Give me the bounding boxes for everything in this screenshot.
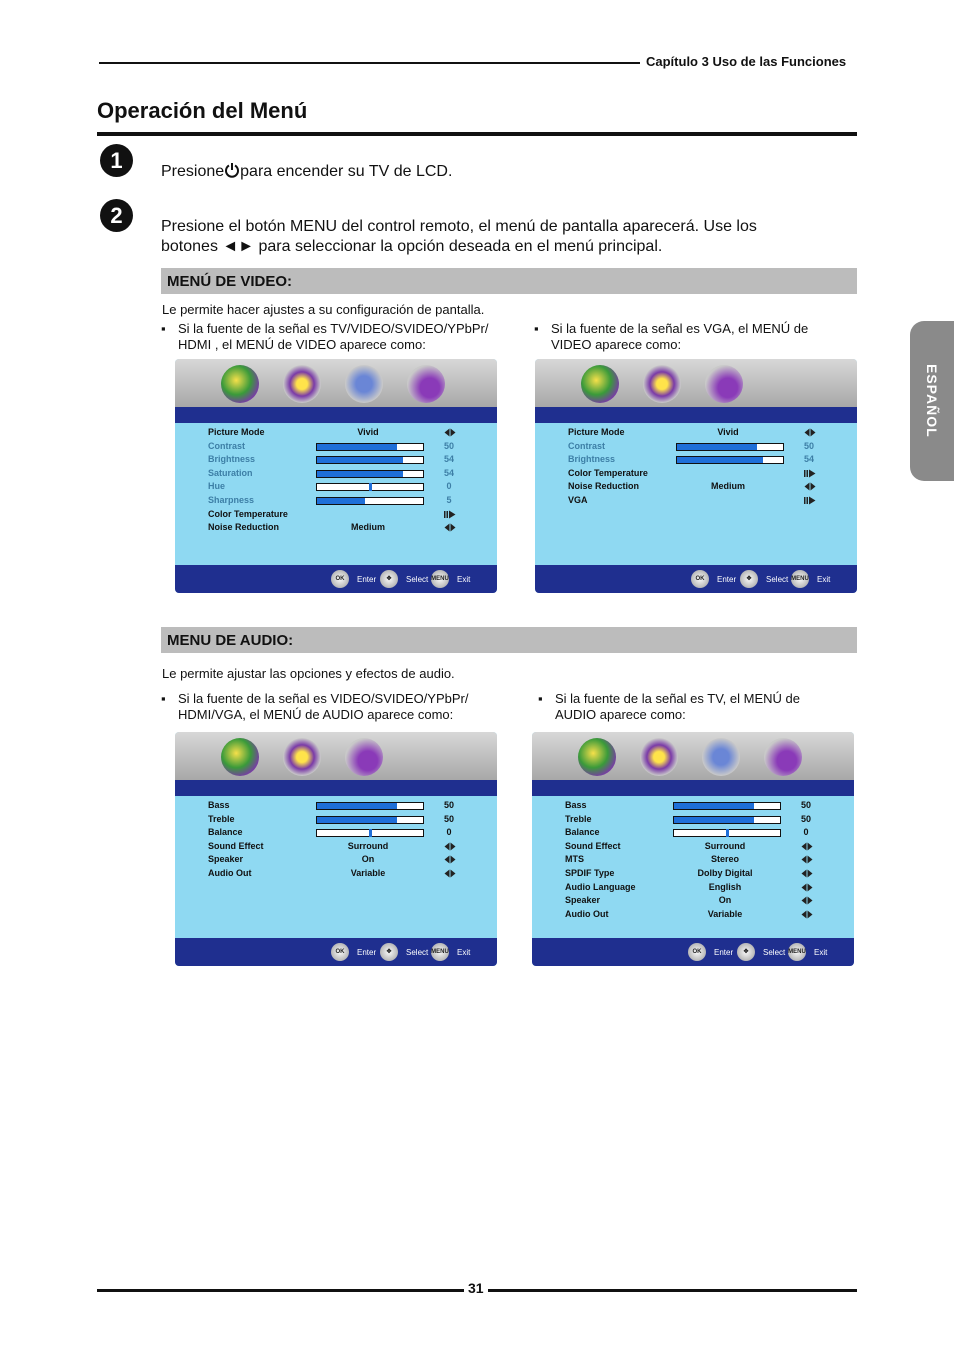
menu-row[interactable] (208, 494, 468, 507)
menu-row[interactable] (565, 908, 825, 921)
menu-row-number: 50 (443, 440, 454, 451)
menu-row-label: VGA (568, 495, 588, 505)
picture-tab-icon[interactable] (221, 738, 259, 776)
menu-row-value: Vivid (357, 427, 379, 437)
menu-row-level-fill (677, 457, 763, 463)
audio-tab-icon[interactable] (283, 365, 321, 403)
menu-row-label: Balance (208, 827, 243, 838)
audio-bullet-right-line2: AUDIO aparece como: (555, 707, 686, 722)
menu-row[interactable] (208, 840, 468, 853)
menu-row-number: 50 (443, 813, 454, 824)
page-title: Operación del Menú (97, 98, 308, 123)
video-bullet-right-line2: VIDEO aparece como: (551, 337, 682, 352)
menu-row-level-fill (317, 444, 397, 450)
video-bullet-left-line2: HDMI , el MENÚ de VIDEO aparece como: (178, 337, 426, 352)
step-2-line-2: botones ◄► para seleccionar la opción deseada en el menú principal. (161, 238, 663, 255)
menu-row-number: 50 (800, 800, 811, 810)
menu-row-level-bar[interactable] (676, 456, 784, 464)
menu-row-level-bar[interactable] (316, 497, 424, 505)
menu-footer (175, 565, 497, 593)
video-bullet-right (534, 321, 854, 355)
left-right-arrow-icon[interactable] (444, 428, 456, 437)
picture-tab-icon[interactable] (578, 738, 616, 776)
menu-tab-strip (175, 359, 497, 407)
select-label: Select (763, 948, 786, 957)
left-right-arrow-icon[interactable] (801, 896, 813, 905)
picture-tab-icon[interactable] (221, 365, 259, 403)
left-right-arrow-icon[interactable] (804, 428, 816, 437)
menu-row[interactable] (208, 453, 468, 466)
video-menu-screen-vga (535, 359, 857, 593)
menu-row[interactable] (208, 826, 468, 839)
menu-row[interactable] (208, 867, 468, 880)
menu-row[interactable] (565, 881, 825, 894)
menu-row-number: 5 (446, 495, 452, 505)
enter-arrow-icon[interactable] (804, 469, 816, 478)
power-icon (224, 162, 240, 178)
menu-row-label: Saturation (208, 467, 253, 478)
audio-bullet-right-line1: Si la fuente de la señal es TV, el MENÚ de (555, 691, 800, 706)
enter-label: Enter (717, 575, 737, 584)
menu-row-number: 0 (446, 481, 452, 492)
menu-title-band (175, 780, 497, 796)
menu-row-level-bar[interactable] (316, 483, 424, 491)
bullet-dot: ▪ (161, 321, 166, 336)
menu-row[interactable] (208, 480, 468, 493)
left-right-arrow-icon[interactable] (444, 869, 456, 878)
menu-row-level-bar[interactable] (673, 816, 781, 824)
video-bullet-left (161, 321, 521, 355)
audio-tab-icon[interactable] (283, 738, 321, 776)
menu-button-icon[interactable]: MENU (791, 570, 809, 588)
ok-button-icon[interactable]: OK (688, 943, 706, 961)
menu-row-label: Sound Effect (208, 840, 264, 851)
select-button-icon[interactable]: ✥ (737, 943, 755, 961)
menu-button-icon[interactable]: MENU (431, 943, 449, 961)
audio-bullet-right (538, 691, 854, 725)
audio-bullet-left-line1: Si la fuente de la señal es VIDEO/SVIDEO/YPbPr/ (178, 691, 469, 706)
menu-row-level-fill (674, 803, 754, 809)
select-button-icon[interactable]: ✥ (380, 943, 398, 961)
menu-row-level-fill (677, 444, 757, 450)
menu-row-label: Bass (208, 800, 230, 810)
menu-row-value: Variable (350, 868, 386, 878)
menu-row-number: 0 (803, 827, 809, 838)
menu-row-number: 54 (443, 467, 454, 478)
menu-row-label: Treble (565, 813, 592, 824)
menu-row-value: Surround (704, 840, 746, 851)
left-right-arrow-icon[interactable] (444, 523, 456, 532)
setup-tab-icon[interactable] (764, 738, 802, 776)
menu-row-level-bar[interactable] (316, 470, 424, 478)
bullet-dot: ▪ (534, 321, 539, 336)
select-button-icon[interactable]: ✥ (380, 570, 398, 588)
left-right-arrow-icon[interactable] (801, 869, 813, 878)
menu-row-value: Medium (710, 481, 745, 492)
menu-row-label: Audio Language (565, 881, 636, 892)
menu-row-level-bar[interactable] (316, 816, 424, 824)
menu-row-label: Picture Mode (208, 427, 265, 437)
language-tab-label: ESPAÑOL (924, 364, 940, 438)
menu-row-value: On (361, 854, 375, 865)
menu-row-label: Picture Mode (568, 427, 625, 437)
audio-intro: Le permite ajustar las opciones y efectos de audio. (162, 666, 455, 681)
menu-row-value: Medium (350, 522, 385, 533)
audio-section-heading: MENU DE AUDIO: (167, 632, 294, 649)
select-button-icon[interactable]: ✥ (740, 570, 758, 588)
menu-row-label: Brightness (208, 454, 256, 465)
menu-row[interactable] (208, 799, 468, 812)
audio-menu-screen-default (175, 732, 497, 966)
left-right-arrow-icon[interactable] (801, 910, 813, 919)
enter-arrow-icon[interactable] (804, 496, 816, 505)
menu-row-label: Speaker (565, 895, 601, 906)
menu-row[interactable] (568, 440, 828, 453)
menu-row-number: 54 (803, 454, 814, 465)
menu-row-label: Bass (565, 800, 587, 810)
select-label: Select (766, 575, 789, 584)
select-label: Select (406, 575, 429, 584)
menu-row-value: Vivid (717, 427, 739, 437)
menu-row[interactable] (565, 799, 825, 812)
menu-row-level-marker (726, 829, 729, 837)
video-section-bar (161, 268, 857, 294)
menu-row-label: Contrast (568, 440, 606, 451)
step-1-text-before: Presione (161, 163, 225, 180)
menu-row-level-fill (317, 817, 397, 823)
menu-row-value: Variable (707, 908, 743, 919)
menu-row-label: Treble (208, 813, 235, 824)
header-rule (99, 62, 640, 64)
menu-row-level-fill (317, 498, 365, 504)
menu-row-number: 50 (803, 440, 814, 451)
menu-row[interactable] (565, 840, 825, 853)
menu-row[interactable] (208, 813, 468, 826)
menu-row[interactable] (568, 467, 828, 480)
menu-row-level-fill (317, 803, 397, 809)
menu-tab-strip (535, 359, 857, 407)
menu-row[interactable] (568, 480, 828, 493)
step-2-number: 2 (100, 199, 133, 232)
menu-row-value: Surround (347, 840, 389, 851)
menu-row[interactable] (565, 813, 825, 826)
step-1-text (161, 162, 452, 182)
menu-row[interactable] (565, 826, 825, 839)
bullet-dot: ▪ (538, 691, 543, 706)
menu-row[interactable] (208, 426, 468, 439)
menu-row[interactable] (208, 467, 468, 480)
menu-row-level-bar[interactable] (676, 443, 784, 451)
menu-row-label: Sound Effect (565, 840, 621, 851)
menu-row-label: Noise Reduction (208, 522, 280, 533)
channel-tab-icon[interactable] (345, 365, 383, 403)
menu-row[interactable] (565, 853, 825, 866)
menu-row[interactable] (565, 867, 825, 880)
left-right-arrow-icon[interactable] (801, 842, 813, 851)
menu-title-band (175, 407, 497, 423)
menu-button-icon[interactable]: MENU (431, 570, 449, 588)
select-label: Select (406, 948, 429, 957)
menu-row-value: English (708, 881, 742, 892)
menu-row-value: On (718, 895, 732, 906)
menu-row-label: Audio Out (565, 908, 609, 919)
audio-section-bar (161, 627, 857, 653)
enter-label: Enter (714, 948, 734, 957)
menu-row-label: Contrast (208, 440, 246, 451)
menu-row-level-fill (674, 817, 754, 823)
menu-title-band (535, 407, 857, 423)
menu-row[interactable] (568, 494, 828, 507)
ok-button-icon[interactable]: OK (331, 943, 349, 961)
ok-button-icon[interactable]: OK (691, 570, 709, 588)
setup-tab-icon[interactable] (407, 365, 445, 403)
menu-row-label: MTS (565, 854, 584, 865)
menu-row[interactable] (208, 508, 468, 521)
menu-row[interactable] (568, 453, 828, 466)
video-bullet-right-line1: Si la fuente de la señal es VGA, el MENÚ de (551, 321, 809, 336)
ok-button-icon[interactable]: OK (331, 570, 349, 588)
audio-bullet-left (161, 691, 521, 725)
menu-row-number: 50 (800, 813, 811, 824)
menu-row-label: SPDIF Type (565, 868, 615, 878)
step-2-line-1: Presione el botón MENU del control remoto, el menú de pantalla aparecerá. Use los (161, 218, 757, 235)
menu-row-label: Color Temperature (568, 467, 648, 478)
menu-footer (532, 938, 854, 966)
menu-row-level-bar[interactable] (673, 802, 781, 810)
setup-tab-icon[interactable] (345, 738, 383, 776)
audio-tab-icon[interactable] (643, 365, 681, 403)
menu-row-label: Color Temperature (208, 508, 288, 519)
menu-row-label: Noise Reduction (568, 481, 640, 492)
left-right-arrow-icon[interactable] (444, 842, 456, 851)
menu-row[interactable] (208, 521, 468, 534)
enter-label: Enter (357, 575, 377, 584)
video-intro: Le permite hacer ajustes a su configuración de pantalla. (162, 302, 485, 317)
menu-row[interactable] (208, 853, 468, 866)
video-menu-screen-tv (175, 359, 497, 593)
menu-row-level-marker (369, 483, 372, 491)
menu-row-number: 50 (443, 800, 454, 810)
menu-title-band (532, 780, 854, 796)
menu-row-number: 54 (443, 454, 454, 465)
menu-row-label: Balance (565, 827, 600, 838)
menu-row-level-bar[interactable] (316, 829, 424, 837)
page-number: 31 (464, 1280, 488, 1296)
menu-row-number: 0 (446, 827, 452, 838)
left-right-arrow-icon[interactable] (804, 482, 816, 491)
menu-row-level-bar[interactable] (673, 829, 781, 837)
menu-row-label: Sharpness (208, 495, 255, 505)
step-1-number: 1 (100, 144, 133, 177)
menu-tab-strip (532, 732, 854, 780)
exit-label: Exit (814, 948, 828, 957)
menu-row-label: Audio Out (208, 868, 252, 878)
menu-row-level-bar[interactable] (316, 456, 424, 464)
menu-tab-strip (175, 732, 497, 780)
enter-arrow-icon[interactable] (444, 510, 456, 519)
audio-menu-screen-tv (532, 732, 854, 966)
audio-bullet-left-line2: HDMI/VGA, el MENÚ de AUDIO aparece como: (178, 707, 454, 722)
menu-footer (175, 938, 497, 966)
menu-row-value: Stereo (710, 854, 739, 865)
video-section-heading: MENÚ DE VIDEO: (167, 273, 293, 290)
chapter-heading: Capítulo 3 Uso de las Funciones (646, 54, 847, 69)
left-right-arrow-icon[interactable] (801, 883, 813, 892)
setup-tab-icon[interactable] (705, 365, 743, 403)
menu-row[interactable] (208, 440, 468, 453)
channel-tab-icon[interactable] (702, 738, 740, 776)
menu-row-level-bar[interactable] (316, 443, 424, 451)
menu-row-level-bar[interactable] (316, 802, 424, 810)
menu-button-icon[interactable]: MENU (788, 943, 806, 961)
language-tab (910, 321, 954, 481)
exit-label: Exit (457, 575, 471, 584)
menu-row-label: Hue (208, 481, 226, 492)
title-rule (97, 132, 857, 136)
menu-row-value: Dolby Digital (697, 868, 753, 878)
menu-row-level-marker (369, 829, 372, 837)
bullet-dot: ▪ (161, 691, 166, 706)
menu-row-label: Speaker (208, 854, 244, 865)
menu-row-level-fill (317, 471, 403, 477)
exit-label: Exit (817, 575, 831, 584)
step-1-text-after: para encender su TV de LCD. (240, 163, 453, 180)
menu-row-level-fill (317, 457, 403, 463)
video-bullet-left-line1: Si la fuente de la señal es TV/VIDEO/SVIDEO/YPbPr/ (178, 321, 489, 336)
menu-row-label: Brightness (568, 454, 616, 465)
left-right-arrow-icon[interactable] (801, 855, 813, 864)
picture-tab-icon[interactable] (581, 365, 619, 403)
menu-row[interactable] (565, 894, 825, 907)
menu-row[interactable] (568, 426, 828, 439)
audio-tab-icon[interactable] (640, 738, 678, 776)
enter-label: Enter (357, 948, 377, 957)
menu-footer (535, 565, 857, 593)
exit-label: Exit (457, 948, 471, 957)
left-right-arrow-icon[interactable] (444, 855, 456, 864)
